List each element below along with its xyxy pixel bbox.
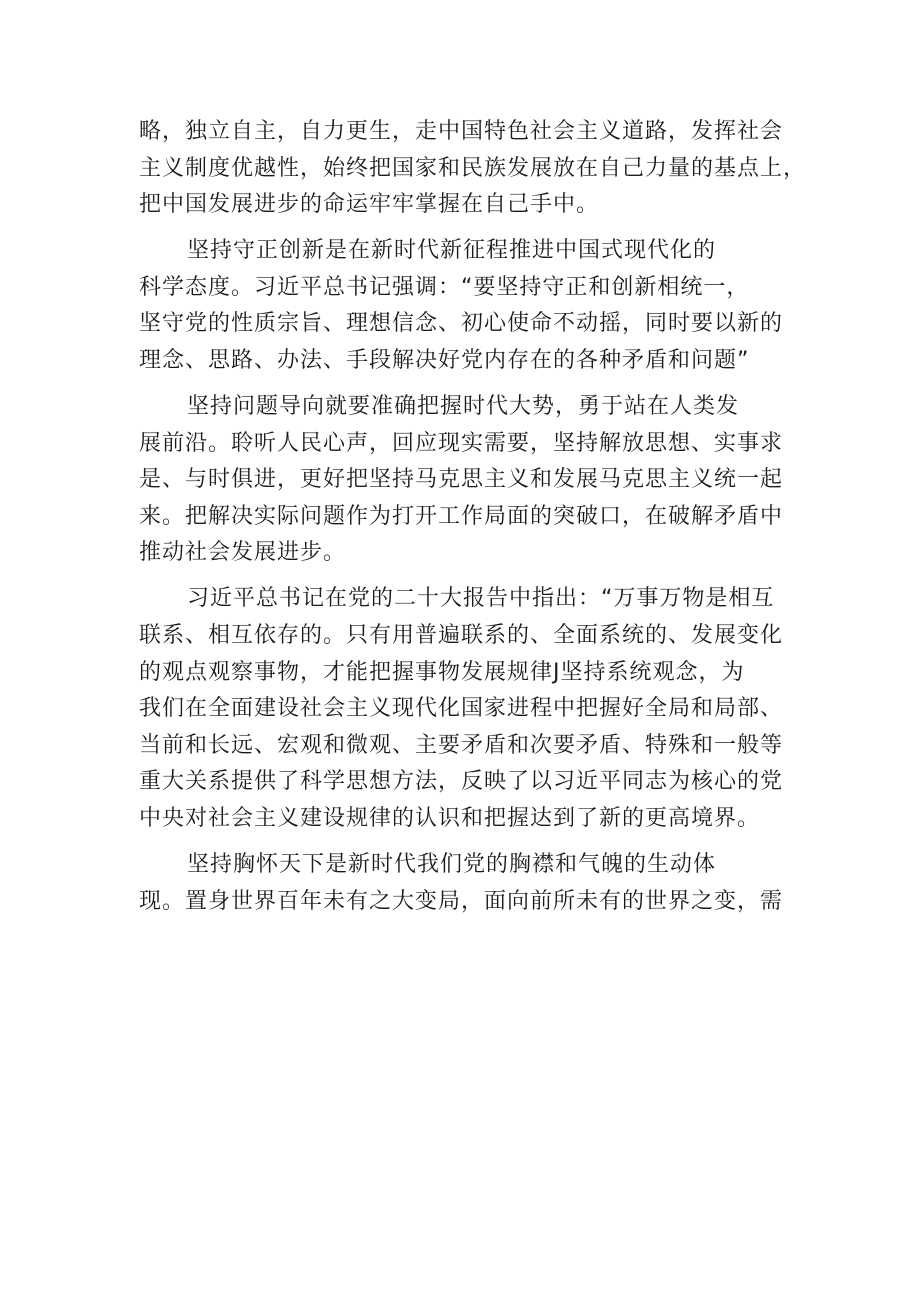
text-line: 把中国发展进步的命运牢牢掌握在自己手中。 (139, 192, 600, 218)
text-line: 现。置身世界百年未有之大变局，面向前所未有的世界之变，需 (139, 888, 784, 914)
text-line: 的观点观察事物，才能把握事物发展规律J坚持系统观念，为 (139, 659, 745, 685)
text-line: 主义制度优越性，始终把国家和民族发展放在自己力量的基点上， (139, 155, 807, 181)
text-line: 来。把解决实际问题作为打开工作局面的突破口，在破解矛盾中 (139, 503, 784, 529)
document-body (139, 116, 807, 922)
text-line: 理念、思路、办法、手段解决好党内存在的各种矛盾和问题” (139, 347, 750, 373)
text-line: 推动社会发展进步。 (139, 540, 347, 566)
paragraph-3 (139, 391, 799, 569)
text-line: 坚持胸怀天下是新时代我们党的胸襟和气魄的生动体 (187, 851, 717, 877)
paragraph-4 (139, 583, 799, 835)
text-line: 坚守党的性质宗旨、理想信念、初心使命不动摇，同时要以新的 (139, 311, 784, 337)
paragraph-5 (139, 849, 799, 918)
text-line: 习近平总书记在党的二十大报告中指出：“万事万物是相互 (187, 586, 775, 612)
paragraph-1 (139, 116, 807, 221)
text-line: 坚持问题导向就要准确把握时代大势，勇于站在人类发 (187, 393, 740, 419)
text-line: 科学态度。习近平总书记强调：“要坚持守正和创新相统一， (139, 274, 750, 300)
text-line: 当前和长远、宏观和微观、主要矛盾和次要矛盾、特殊和一般等 (139, 732, 784, 758)
paragraph-2 (139, 235, 799, 377)
text-line: 展前沿。聆听人民心声，回应现实需要，坚持解放思想、实事求 (139, 430, 784, 456)
text-line: 重大关系提供了科学思想方法，反映了以习近平同志为核心的党 (139, 769, 784, 795)
text-line: 我们在全面建设社会主义现代化国家进程中把握好全局和局部、 (139, 696, 784, 722)
text-line: 坚持守正创新是在新时代新征程推进中国式现代化的 (187, 238, 717, 264)
text-line: 中央对社会主义建设规律的认识和把握达到了新的更高境界。 (139, 805, 761, 831)
text-line: 略，独立自主，自力更生，走中国特色社会主义道路，发挥社会 (139, 119, 784, 144)
text-line: 是、与时俱进，更好把坚持马克思主义和发展马克思主义统一起 (139, 467, 784, 493)
text-line: 联系、相互依存的。只有用普遍联系的、全面系统的、发展变化 (139, 622, 784, 648)
